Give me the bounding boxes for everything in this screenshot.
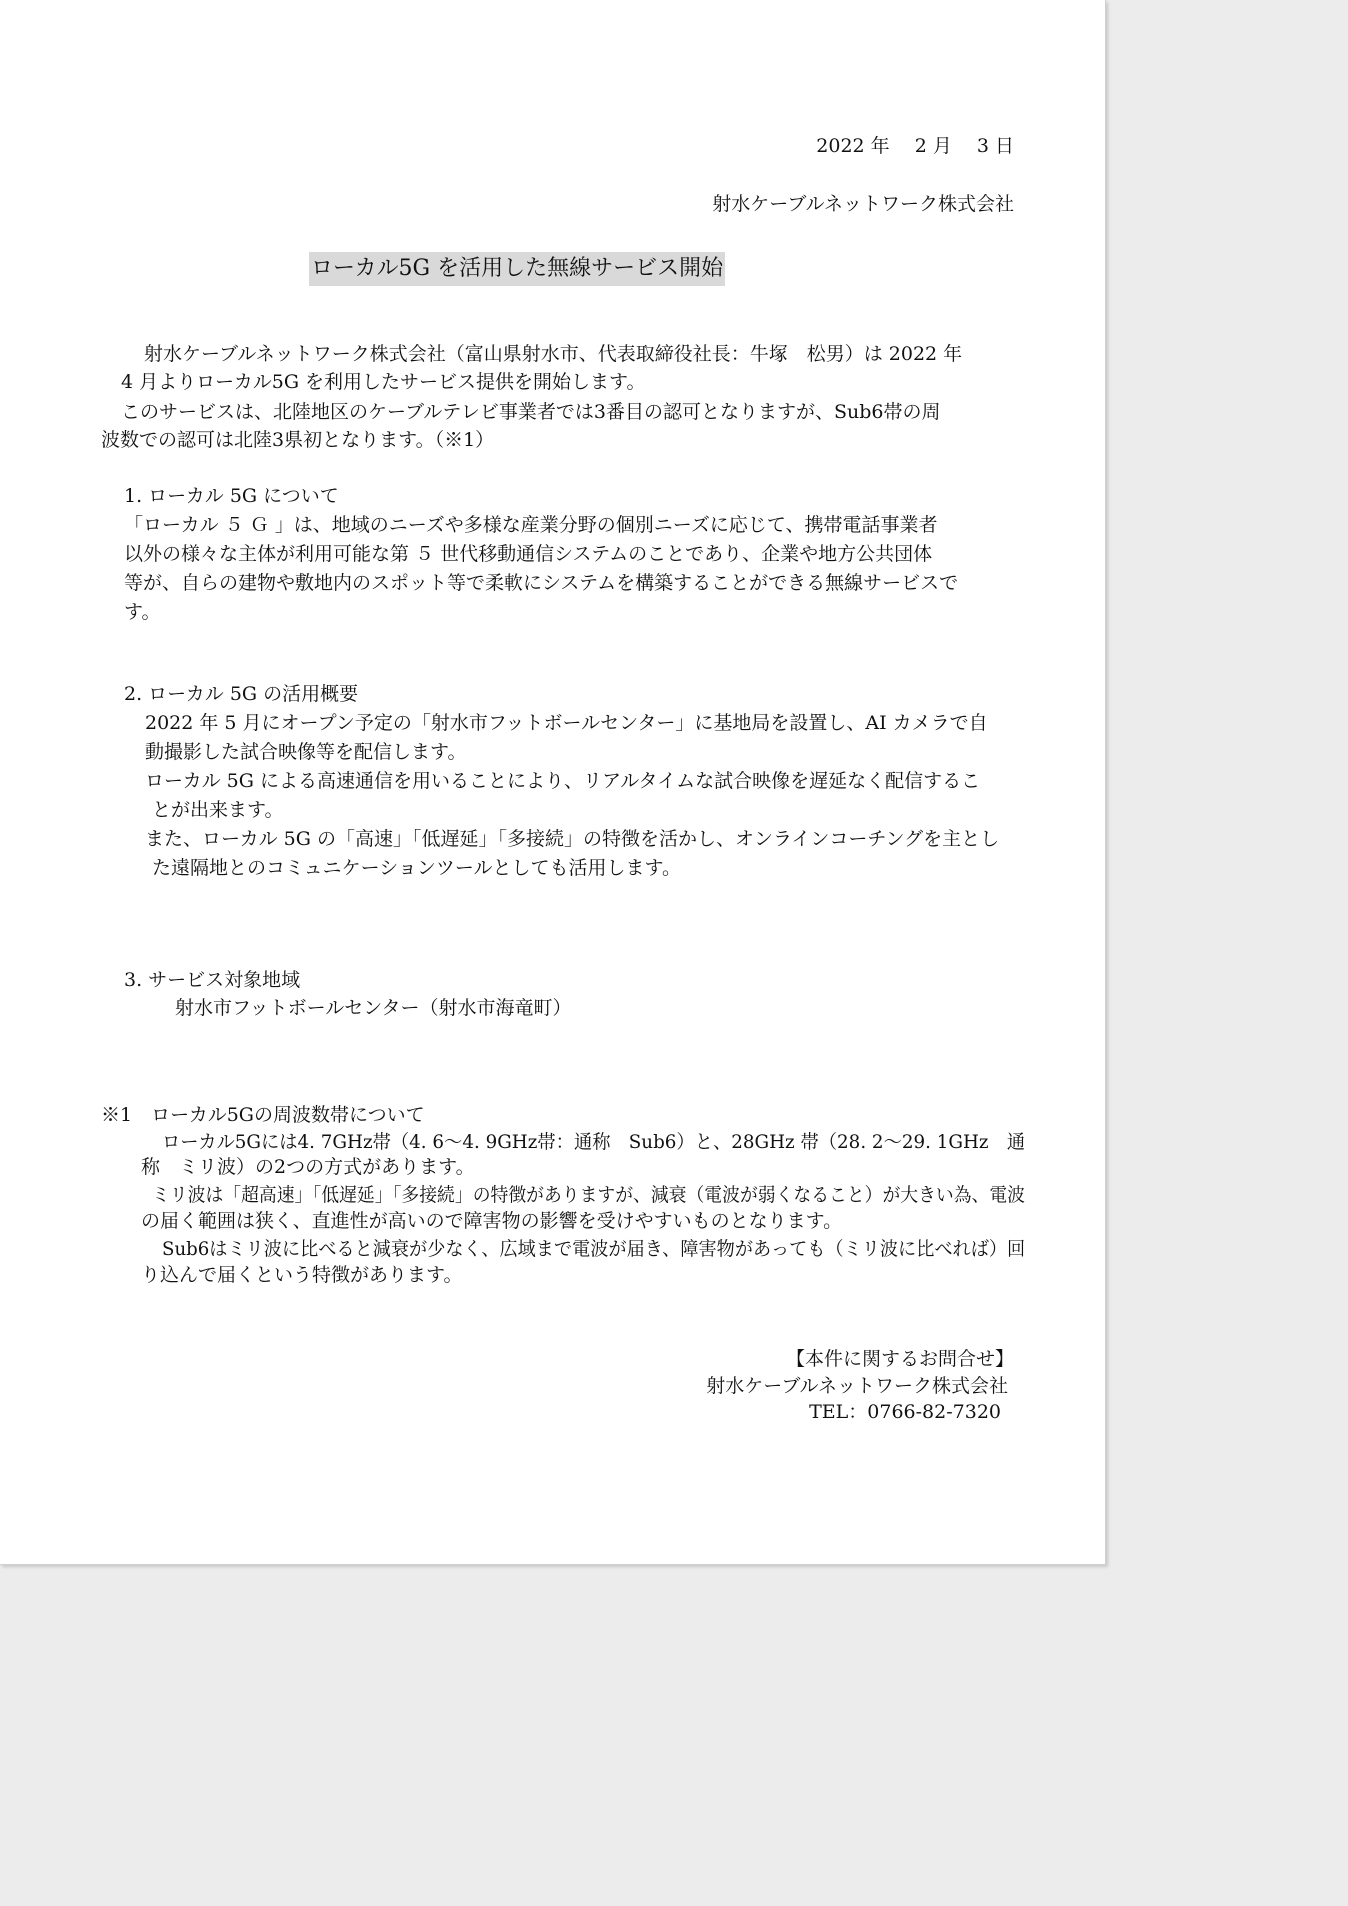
note-line: り込んで届くという特徴があります。 (141, 1264, 463, 1286)
section1-line: す。 (124, 601, 161, 623)
section2-line: ローカル 5G による高速通信を用いることにより、リアルタイムな試合映像を遅延なく配信するこ (145, 770, 981, 792)
contact-tel: TEL：0766-82-7320 (809, 1401, 1001, 1423)
section1-heading: 1. ローカル 5G について (124, 485, 339, 507)
document-title: ローカル5G を活用した無線サービス開始 (311, 256, 724, 281)
intro-line: このサービスは、北陸地区のケーブルテレビ事業者では3番目の認可となりますが、Sub6帯の周 (121, 401, 941, 423)
intro-line: 射水ケーブルネットワーク株式会社（富山県射水市、代表取締役社長：牛塚 松男）は 2022 年 (144, 343, 963, 365)
note-line: Sub6はミリ波に比べると減衰が少なく、広域まで電波が届き、障害物があっても（ミリ波に比べれば）回 (162, 1238, 1026, 1260)
section1-line: 以外の様々な主体が利用可能な第 ５ 世代移動通信システムのことであり、企業や地方公共団体 (124, 543, 933, 565)
section3-heading: 3. サービス対象地域 (124, 969, 301, 991)
intro-line: 波数での認可は北陸3県初となります。（※1） (101, 429, 495, 451)
note-line: 称 ミリ波）の2つの方式があります。 (141, 1156, 475, 1178)
note-line: の届く範囲は狭く、直進性が高いので障害物の影響を受けやすいものとなります。 (141, 1210, 843, 1232)
issue-date: 2022 年 2 月 3 日 (816, 135, 1014, 157)
contact-label: 【本件に関するお問合せ】 (785, 1348, 1014, 1370)
note-line: ローカル5Gには4. 7GHz帯（4. 6～4. 9GHz帯：通称 Sub6）と、28GHz 帯（28. 2～29. 1GHz 通 (162, 1131, 1026, 1153)
section2-line: た遠隔地とのコミュニケーションツールとしても活用します。 (152, 857, 681, 879)
section2-line: 動撮影した試合映像等を配信します。 (145, 741, 467, 763)
document-title-highlight (309, 252, 725, 286)
intro-line: 4 月よりローカル5G を利用したサービス提供を開始します。 (121, 371, 646, 393)
section3-line: 射水市フットボールセンター（射水市海竜町） (175, 997, 572, 1019)
section2-line: とが出来ます。 (152, 799, 284, 821)
section1-line: 等が、自らの建物や敷地内のスポット等で柔軟にシステムを構築することができる無線サービスで (124, 572, 959, 594)
note-line: ミリ波は「超高速」「低遅延」「多接続」の特徴がありますが、減衰（電波が弱くなること）が大きい為、電波 (152, 1184, 1026, 1206)
issuer-company: 射水ケーブルネットワーク株式会社 (712, 193, 1014, 215)
section2-line: 2022 年 5 月にオープン予定の「射水市フットボールセンター」に基地局を設置し、AI カメラで自 (145, 712, 988, 734)
section1-line: 「ローカル ５ Ｇ 」は、地域のニーズや多様な産業分野の個別ニーズに応じて、携帯電話事業者 (124, 514, 938, 536)
section2-heading: 2. ローカル 5G の活用概要 (124, 683, 359, 705)
contact-company: 射水ケーブルネットワーク株式会社 (706, 1375, 1008, 1397)
section2-line: また、ローカル 5G の「高速」「低遅延」「多接続」の特徴を活かし、オンラインコーチングを主とし (145, 828, 1000, 850)
note-heading: ※1 ローカル5Gの周波数帯について (101, 1104, 425, 1126)
